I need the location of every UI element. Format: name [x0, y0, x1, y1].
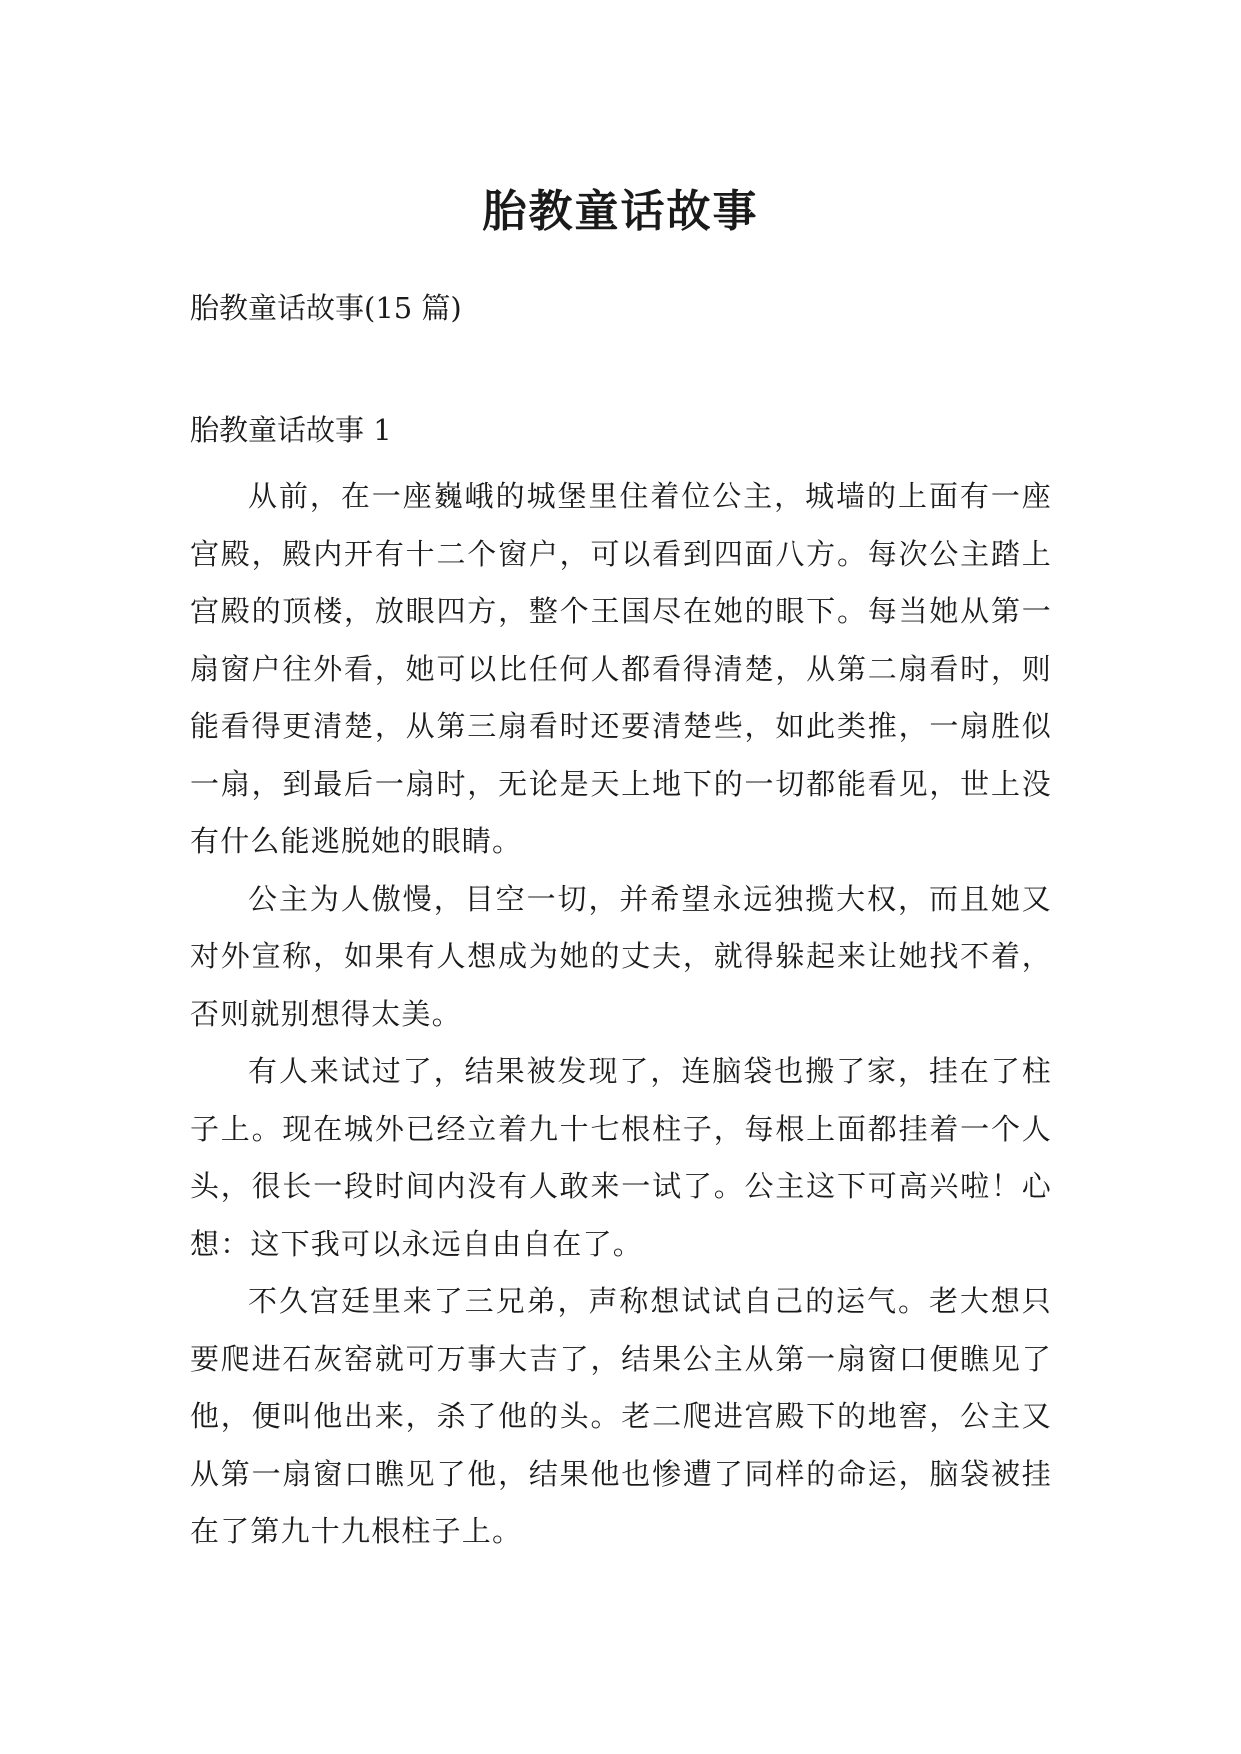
document-subtitle: 胎教童话故事(15 篇) — [190, 291, 462, 325]
story-paragraph: 公主为人傲慢，目空一切，并希望永远独揽大权，而且她又对外宣称，如果有人想成为她的丈夫，就得躲起来让她找不着，否则就别想得太美。 — [190, 881, 1052, 1031]
story-paragraph: 不久宫廷里来了三兄弟，声称想试试自己的运气。老大想只要爬进石灰窑就可万事大吉了，结果公主从第一扇窗口便瞧见了他，便叫他出来，杀了他的头。老二爬进宫殿下的地窖，公主又从第一扇窗口瞧见了他，结果他也惨遭了同样的命运，脑袋被挂在了第九十九根柱子上。 — [190, 1284, 1052, 1548]
section-heading: 胎教童话故事 1 — [190, 413, 392, 447]
story-body — [190, 468, 1052, 1561]
document-title: 胎教童话故事 — [482, 186, 759, 238]
story-paragraph: 有人来试过了，结果被发现了，连脑袋也搬了家，挂在了柱子上。现在城外已经立着九十七根柱子，每根上面都挂着一个人头，很长一段时间内没有人敢来一试了。公主这下可高兴啦！心想：这下我可以永远自由自在了。 — [190, 1054, 1052, 1261]
story-paragraph: 从前，在一座巍峨的城堡里住着位公主，城墙的上面有一座宫殿，殿内开有十二个窗户，可以看到四面八方。每次公主踏上宫殿的顶楼，放眼四方，整个王国尽在她的眼下。每当她从第一扇窗户往外看，她可以比任何人都看得清楚，从第二扇看时，则能看得更清楚，从第三扇看时还要清楚些，如此类推，一扇胜似一扇，到最后一扇时，无论是天上地下的一切都能看见，世上没有什么能逃脱她的眼睛。 — [190, 479, 1052, 858]
